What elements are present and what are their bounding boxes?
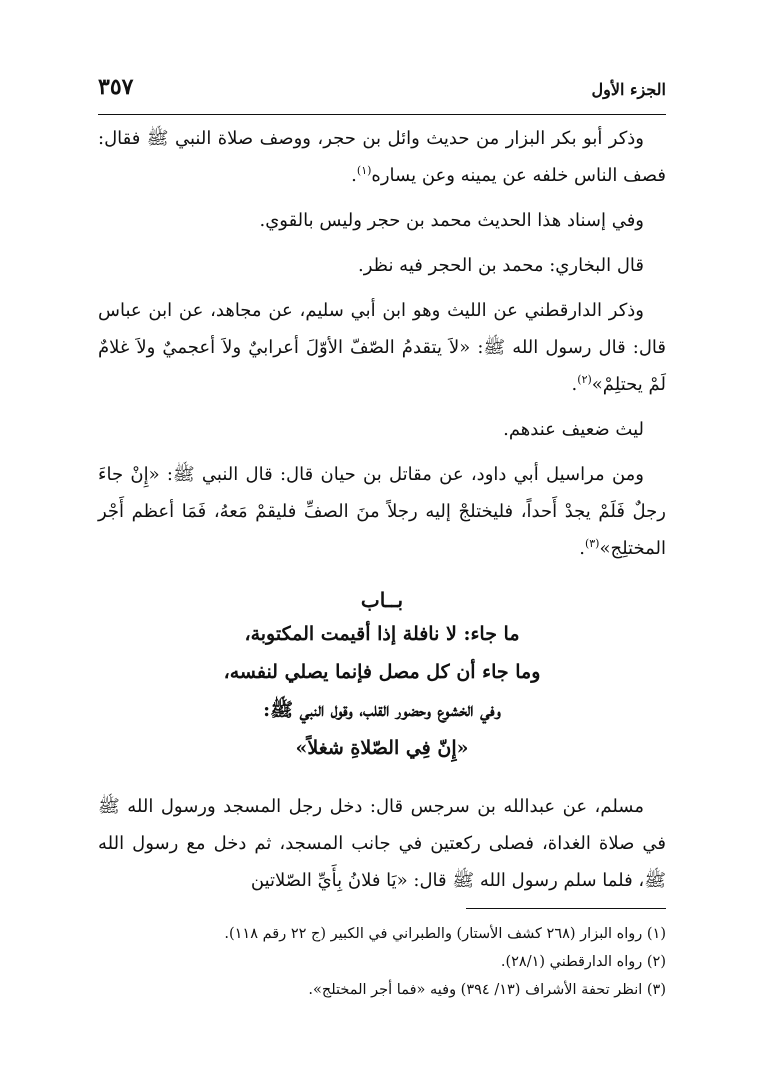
paragraph-1-end: . <box>351 165 357 186</box>
chapter-title-line-4: «إِنّ فِي الصّلاةِ شغلاً» <box>295 737 469 759</box>
footnote-2: (٢) رواه الدارقطني (٢٨/١). <box>500 954 666 970</box>
chapter-label: بــاب <box>360 588 404 612</box>
chapter-title-line-3: وفي الخشوع وحضور القلب، وقول النبي ﷺ: <box>263 699 501 721</box>
footnote-ref-2: (٢) <box>577 373 592 386</box>
page-number: ٣٥٧ <box>98 74 134 100</box>
paragraph-5: ليث ضعيف عندهم. <box>503 419 644 440</box>
chapter-paragraph-1: مسلم، عن عبدالله بن سرجس قال: دخل رجل المسجد ورسول الله ﷺ في صلاة الغداة، فصلى ركعتين في جانب المسجد، ثم دخل مع رسول الله ﷺ، فلما سلم رسول الله ﷺ قال: «يَا فلانُ بِأَيِّ الصّلاتين <box>98 796 666 891</box>
footnote-3: (٣) انظر تحفة الأشراف (١٣/ ٣٩٤) وفيه «فما أجر المختلج». <box>308 982 666 998</box>
footnote-ref-1: (١) <box>356 164 372 177</box>
paragraph-1-text: وذكر أبو بكر البزار من حديث وائل بن حجر، ووصف صلاة النبي ﷺ فقال: فصف الناس خلفه عن يمينه وعن يساره <box>98 128 666 186</box>
paragraph-1 <box>98 120 666 194</box>
footnote-rule <box>466 908 666 909</box>
running-title: الجزء الأول <box>591 80 666 99</box>
header-rule <box>98 114 666 115</box>
footnote-1: (١) رواه البزار (٢٦٨ كشف الأستار) والطبراني في الكبير (ج ٢٢ رقم ١١٨). <box>224 926 666 942</box>
paragraph-6-end: . <box>579 538 585 559</box>
paragraph-4-text: وذكر الدارقطني عن الليث وهو ابن أبي سليم، عن مجاهد، عن ابن عباس قال: قال رسول الله ﷺ: «لاَ يتقدمُ الصّفّ الأوّلَ أعرابيٌ ولاَ أعجميٌ ولاَ غلامٌ لَمْ يحتلِمْ» <box>98 300 666 395</box>
paragraph-6 <box>98 456 666 567</box>
chapter-title-line-1: ما جاء: لا نافلة إذا أقيمت المكتوبة، <box>244 623 520 645</box>
paragraph-4 <box>98 292 666 403</box>
footnote-ref-3: (٣) <box>584 537 600 550</box>
main-text <box>98 120 666 575</box>
paragraph-2: وفي إسناد هذا الحديث محمد بن حجر وليس بالقوي. <box>259 210 644 231</box>
chapter-title-line-2: وما جاء أن كل مصل فإنما يصلي لنفسه، <box>223 661 541 683</box>
paragraph-4-end: . <box>571 374 578 395</box>
chapter-heading <box>98 585 666 767</box>
paragraph-3: قال البخاري: محمد بن الحجر فيه نظر. <box>358 255 644 276</box>
page-header <box>98 74 666 110</box>
paragraph-6-text: ومن مراسيل أبي داود، عن مقاتل بن حيان قال: قال النبي ﷺ: «إِنْ جاءَ رجلٌ فَلَمْ يجدْ أَحداً، فليختلجْ إليه رجلاً منَ الصفِّ فليقمْ مَعهُ، فَمَا أعظم أَجْر المختلِج» <box>98 464 666 559</box>
footnotes <box>98 920 666 1004</box>
chapter-body <box>98 788 666 899</box>
